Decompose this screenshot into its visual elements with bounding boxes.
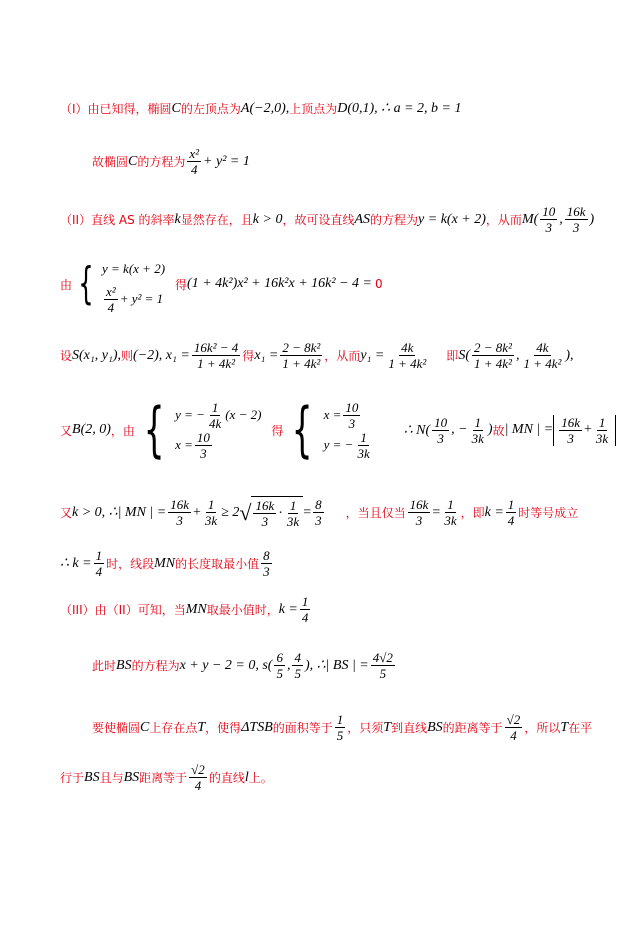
- math: ∴ k =: [60, 556, 92, 571]
- text: 在平: [568, 721, 593, 735]
- ellipse-equation-line: [92, 146, 250, 177]
- math: BS: [427, 719, 443, 735]
- text: 故椭圆: [92, 155, 129, 169]
- fraction: $\frac{10}{3}$: [434, 414, 448, 446]
- math: B(2, 0): [72, 422, 111, 437]
- fraction: $\frac{10}{3}$: [542, 204, 556, 235]
- math: ΔTSB: [241, 719, 273, 735]
- fraction: $\frac{\text{2 − 8k²}}{\text{1 + 4k²}}$: [282, 340, 321, 371]
- math: x₁ =: [254, 347, 279, 363]
- text: 的方程为: [131, 659, 180, 673]
- math: A(−2,0),: [240, 100, 290, 116]
- system-line-1: [60, 254, 383, 314]
- math: ,: [515, 347, 520, 363]
- equation: y = k(x + 2): [102, 261, 166, 276]
- math: k: [174, 211, 181, 227]
- text: 行于: [60, 771, 85, 785]
- text: （III）由（II）可知，当: [60, 603, 186, 617]
- text: ，由: [110, 423, 135, 438]
- text: 即: [446, 349, 459, 363]
- text: 上顶点为: [289, 102, 338, 116]
- math: ),: [565, 347, 574, 363]
- text: 得: [242, 349, 255, 363]
- math: MN: [154, 555, 176, 571]
- equation: $\frac{\text{x²}}{4}$ + y² = 1: [106, 283, 164, 315]
- point-n-line: [60, 395, 616, 465]
- text: 的长度取最小值: [175, 557, 260, 571]
- math: ), ∴| BS | =: [304, 658, 369, 673]
- math: AS: [354, 211, 371, 227]
- text: 且与: [99, 771, 124, 785]
- math: S(: [458, 347, 470, 363]
- math: k =: [484, 504, 504, 520]
- text: 上。: [248, 771, 273, 785]
- math: T: [197, 719, 206, 735]
- text: 设: [60, 349, 73, 363]
- fraction: $\frac{16k}{3}$: [566, 204, 586, 235]
- math: k =: [278, 601, 298, 617]
- text: 故: [492, 423, 505, 438]
- text: 时等号成立: [518, 506, 579, 520]
- math: k > 0, ∴| MN | =: [72, 505, 167, 520]
- math: BS: [84, 769, 100, 785]
- part2-line: [60, 204, 594, 235]
- text: 又: [60, 423, 73, 438]
- text: 0: [374, 277, 383, 291]
- text: ，所以: [524, 721, 561, 735]
- equation-system: [102, 254, 165, 314]
- text: （I）由已知得，椭圆: [60, 102, 172, 116]
- math: T: [560, 719, 569, 735]
- equation: x = $\frac{10}{3}$: [323, 399, 359, 431]
- text: 取最小值时，: [206, 603, 279, 617]
- brace: {: [143, 395, 165, 465]
- text: ，即: [460, 506, 485, 520]
- fraction: $\frac{8}{3}$: [263, 548, 270, 579]
- inequality-line: [60, 496, 578, 529]
- fraction: $\frac{4}{5}$: [294, 650, 301, 681]
- fraction: $\frac{1}{3k}$: [204, 497, 218, 528]
- math: M(: [521, 211, 539, 227]
- fraction: $\frac{√2}{4}$: [506, 712, 521, 743]
- point-s-line: [60, 340, 574, 371]
- math: ∴ N(: [403, 422, 431, 438]
- fraction: $\frac{4√2}{5}$: [372, 650, 393, 681]
- math: =: [303, 504, 312, 520]
- text: ，从而: [485, 213, 522, 227]
- text: 得: [175, 277, 188, 292]
- text: ，从而: [324, 349, 361, 363]
- text: 则: [121, 349, 134, 363]
- text: 显然存在，且: [180, 213, 253, 227]
- math: D(0,1), ∴ a = 2, b = 1: [337, 101, 462, 116]
- fraction: $\frac{4k}{\text{1 + 4k²}}$: [523, 340, 562, 371]
- min-length-line: [60, 548, 274, 579]
- text: 的左顶点为: [180, 102, 241, 116]
- math: MN: [185, 601, 207, 617]
- text: 时，线段: [106, 557, 155, 571]
- fraction: $\frac{1}{5}$: [336, 712, 344, 743]
- text: ，当且仅当: [345, 506, 406, 520]
- math: y₁ =: [360, 347, 385, 363]
- fraction: $\frac{1}{3k}$: [471, 414, 484, 446]
- text: 的方程为: [370, 213, 419, 227]
- fraction: $\frac{\text{2 − 8k²}}{\text{1 + 4k²}}$: [473, 340, 512, 371]
- text: 由: [60, 277, 73, 292]
- math: + y² = 1: [203, 153, 250, 169]
- math: T: [383, 719, 392, 735]
- math: ≥ 2: [221, 504, 240, 520]
- text: 的直线: [208, 771, 245, 785]
- math: | MN | =: [504, 422, 554, 437]
- fraction: $\frac{1}{4}$: [507, 497, 515, 528]
- math: C: [171, 100, 181, 116]
- text: 到直线: [391, 721, 428, 735]
- part1-line: [60, 100, 462, 117]
- bs-equation-line: [92, 650, 397, 681]
- square-root: √ $\frac{16k}{3}$ · $\frac{1}{3k}$: [239, 496, 303, 529]
- math: ,: [559, 211, 563, 227]
- text: 距离等于: [139, 771, 188, 785]
- equation-system: [175, 400, 261, 460]
- fraction: $\frac{4k}{\text{1 + 4k²}}$: [388, 340, 427, 371]
- math: l: [244, 769, 249, 785]
- text: 此时: [92, 659, 117, 673]
- text: 又: [60, 506, 73, 520]
- math: (−2), x₁ =: [133, 347, 190, 363]
- text: （II）直线 AS 的斜率: [60, 213, 175, 227]
- text: ，故可设直线: [282, 213, 355, 227]
- math: x + y − 2 = 0, s(: [179, 657, 273, 673]
- text: 要使椭圆: [92, 721, 141, 735]
- brace: {: [292, 395, 314, 465]
- condition-line: [92, 712, 592, 743]
- text: ，使得: [205, 721, 242, 735]
- fraction: $\frac{1}{4}$: [301, 594, 309, 625]
- fraction: $\frac{16k}{3}$: [409, 497, 429, 528]
- math: ): [487, 422, 493, 437]
- equation: y = − $\frac{1}{4k}$ (x − 2): [175, 399, 262, 431]
- text: 的距离等于: [442, 721, 503, 735]
- fraction: $\frac{6}{5}$: [276, 650, 283, 681]
- text: 的方程为: [137, 155, 186, 169]
- conclusion-line: [60, 762, 273, 793]
- math: BS: [116, 657, 132, 673]
- math: S(x₁, y₁),: [72, 347, 122, 363]
- absolute-value: $\frac{16k}{3}$ + $\frac{1}{3k}$: [553, 415, 616, 446]
- math: y = k(x + 2): [418, 211, 486, 227]
- text: ，只须: [347, 721, 384, 735]
- part3-line: [60, 594, 312, 625]
- math: ,: [286, 657, 291, 673]
- brace: {: [78, 258, 94, 309]
- fraction: $\frac{1}{4}$: [95, 548, 103, 579]
- math: =: [432, 504, 441, 520]
- math: +: [193, 504, 201, 520]
- math: (1 + 4k²)x² + 16k²x + 16k² − 4 =: [187, 276, 372, 291]
- math: ): [589, 211, 595, 227]
- equation-system: [324, 400, 374, 460]
- fraction: $\frac{\text{x²}}{4}$: [189, 146, 200, 177]
- math: , −: [451, 422, 468, 437]
- fraction: $\frac{16k}{3}$: [170, 497, 190, 528]
- text: 得: [271, 423, 284, 438]
- fraction: $\frac{1}{3k}$: [444, 497, 457, 528]
- text: 上存在点: [149, 721, 198, 735]
- fraction: $\frac{\text{16k² − 4}}{\text{1 + 4k²}}$: [193, 340, 239, 371]
- equation: y = − $\frac{1}{3k}$: [323, 429, 370, 461]
- equation: x = $\frac{10}{3}$: [175, 429, 210, 461]
- text: 的面积等于: [272, 721, 333, 735]
- math: BS: [123, 769, 140, 785]
- fraction: $\frac{8}{3}$: [315, 497, 322, 528]
- fraction: $\frac{√2}{4}$: [191, 762, 205, 793]
- math: C: [140, 719, 150, 735]
- math: C: [128, 153, 138, 169]
- math: k > 0: [252, 211, 283, 227]
